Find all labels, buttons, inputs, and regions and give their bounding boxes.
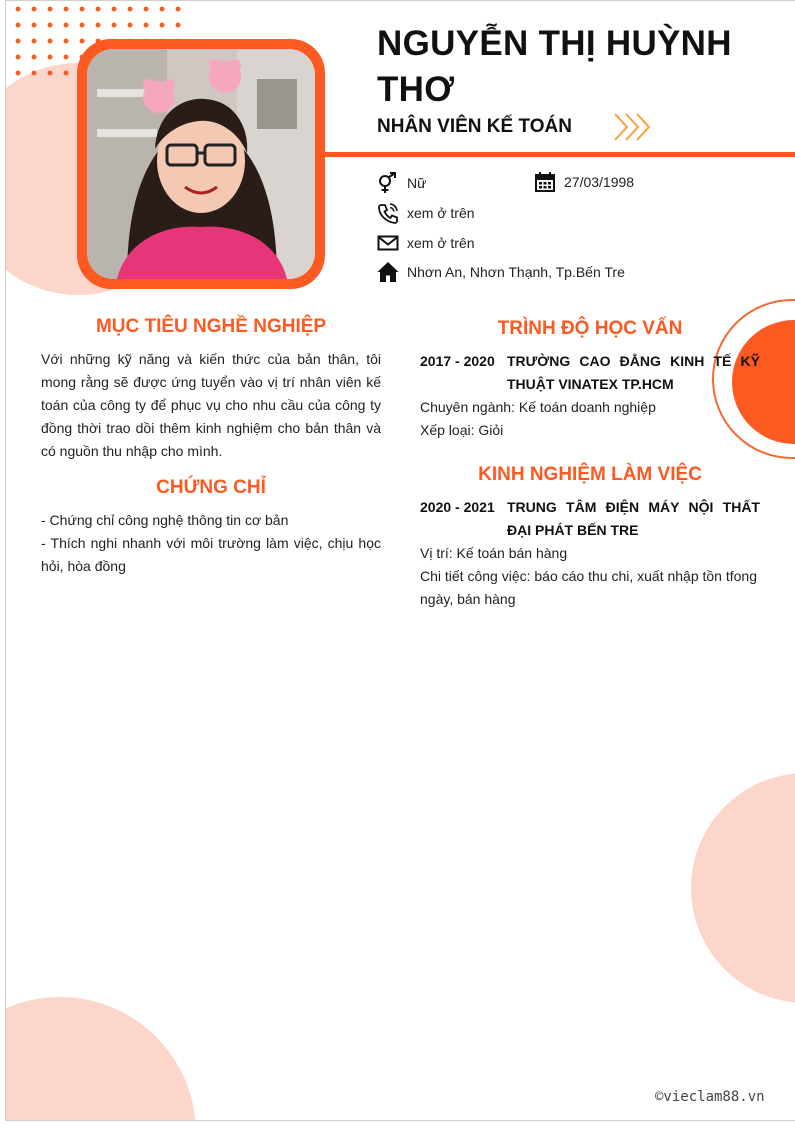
experience-details: Chi tiết công việc: báo cáo thu chi, xuất nhập tồn tfong ngày, bán hàng <box>420 568 757 607</box>
contact-address <box>377 261 625 283</box>
mail-icon <box>377 232 399 254</box>
gender-value: Nữ <box>407 175 427 191</box>
objective-text: Với những kỹ năng và kiến thức của bản thân, tôi mong rằng sẽ được ứng tuyển vào vị trí nhân viên kế toán của công ty để phục vụ cho nhu cầu của công ty đồng thời trao dồi thêm kinh nghiệm cho bản thân và có nguồn thu nhập cho mình. <box>41 351 381 459</box>
experience-position: Vị trí: Kế toán bán hàng <box>420 545 568 561</box>
experience-company: TRUNG TÂM ĐIỆN MÁY NỘI THẤT ĐẠI PHÁT BẾN TRE <box>507 499 760 538</box>
contact-gender <box>377 172 426 194</box>
profile-photo <box>87 49 315 279</box>
experience-heading: KINH NGHIỆM LÀM VIỆC <box>478 464 702 485</box>
objective-heading: MỤC TIÊU NGHỀ NGHIỆP <box>95 316 327 337</box>
profile-photo-frame <box>77 39 325 289</box>
education-grade: Xếp loại: Giỏi <box>420 422 504 438</box>
phone-value: xem ở trên <box>407 205 475 221</box>
education-heading: TRÌNH ĐỘ HỌC VẤN <box>497 318 683 339</box>
birthdate-value: 27/03/1998 <box>564 174 635 190</box>
email-value: xem ở trên <box>407 235 475 251</box>
decor-circle-bottom-left <box>5 997 196 1121</box>
gender-icon <box>377 172 399 194</box>
chevrons-right-icon <box>613 112 655 142</box>
address-value: Nhơn An, Nhơn Thạnh, Tp.Bến Tre <box>407 264 625 280</box>
watermark: ©vieclam88.vn <box>655 1089 765 1105</box>
experience-entry <box>420 496 760 542</box>
certificates-heading: CHỨNG CHỈ <box>156 477 266 498</box>
header-divider <box>324 152 795 157</box>
education-years: 2017 - 2020 <box>420 353 495 369</box>
home-icon <box>377 261 399 283</box>
cv-page <box>5 0 795 1121</box>
education-school: TRƯỜNG CAO ĐẲNG KINH TẾ KỸ THUẬT VINATEX TP.HCM <box>507 353 760 392</box>
candidate-name: NGUYỄN THỊ HUỲNH THƠ <box>377 24 732 109</box>
experience-years: 2020 - 2021 <box>420 499 495 515</box>
phone-icon <box>377 202 399 224</box>
contact-birthdate <box>534 171 634 193</box>
contact-phone <box>377 202 475 224</box>
job-title: NHÂN VIÊN KẾ TOÁN <box>377 116 572 137</box>
calendar-icon <box>534 171 556 193</box>
education-major: Chuyên ngành: Kế toán doanh nghiệp <box>420 399 656 415</box>
decor-circle-bottom-right <box>691 773 795 1003</box>
education-entry <box>420 350 760 396</box>
contact-email <box>377 232 475 254</box>
certificate-item: - Chứng chỉ công nghệ thông tin cơ bản <box>41 512 289 528</box>
certificate-item: - Thích nghi nhanh với môi trường làm việc, chịu học hỏi, hòa đồng <box>41 535 381 574</box>
